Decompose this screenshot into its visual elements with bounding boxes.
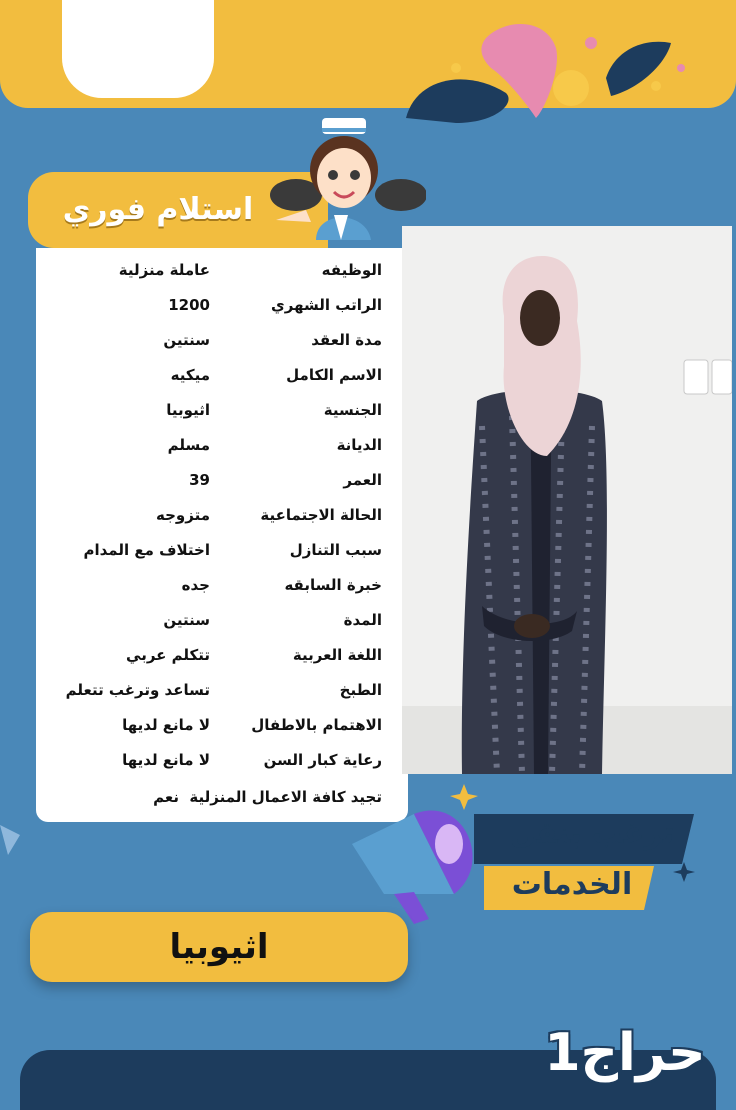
detail-label: خبرة السابقه [284, 576, 382, 594]
detail-label: العمر [343, 471, 382, 489]
detail-value: اختلاف مع المدام [83, 541, 210, 559]
detail-label: الاهتمام بالاطفال [251, 716, 382, 734]
detail-value: لا مانع لديها [122, 751, 210, 769]
detail-value: 39 [189, 471, 210, 489]
detail-row [40, 780, 384, 814]
header-white-tab [62, 0, 214, 98]
detail-row [40, 253, 384, 287]
detail-row [40, 358, 384, 392]
detail-label: الحالة الاجتماعية [260, 506, 382, 524]
detail-label: الجنسية [323, 401, 382, 419]
detail-label: المدة [343, 611, 382, 629]
detail-value: نعم [153, 788, 179, 806]
detail-row [40, 323, 384, 357]
mascot-illustration [256, 110, 426, 250]
worker-photo [402, 226, 732, 774]
detail-row [40, 673, 384, 707]
detail-value: اثيوبيا [166, 401, 210, 419]
detail-row [40, 288, 384, 322]
detail-row [40, 603, 384, 637]
detail-label: تجيد كافة الاعمال المنزلية [189, 788, 382, 806]
detail-row [40, 498, 384, 532]
detail-label: مدة العقد [311, 331, 382, 349]
detail-label: الطبخ [339, 681, 382, 699]
detail-row [40, 533, 384, 567]
detail-row [40, 708, 384, 742]
promo-line-2: الخدمات [511, 867, 633, 902]
nationality-label: اثيوبيا [169, 927, 269, 967]
detail-label: الوظيفه [321, 261, 382, 279]
detail-value: لا مانع لديها [122, 716, 210, 734]
detail-row [40, 393, 384, 427]
detail-value: ميكيه [170, 366, 210, 384]
detail-row [40, 568, 384, 602]
sparkle-decoration [0, 820, 30, 860]
detail-value: سنتين [163, 331, 210, 349]
detail-value: عاملة منزلية [118, 261, 210, 279]
detail-row [40, 743, 384, 777]
detail-value: تتكلم عربي [126, 646, 210, 664]
detail-value: سنتين [163, 611, 210, 629]
detail-value: مسلم [167, 436, 210, 454]
watermark: حراج1 [544, 1023, 706, 1083]
detail-value: 1200 [168, 296, 210, 314]
detail-row [40, 463, 384, 497]
detail-label: اللغة العربية [292, 646, 382, 664]
detail-label: رعاية كبار السن [263, 751, 382, 769]
promo-line-1: ترغب بنقل [509, 816, 675, 851]
detail-label: الاسم الكامل [286, 366, 382, 384]
header-title: استلام فوري [62, 192, 254, 227]
detail-label: سبب التنازل [289, 541, 382, 559]
detail-row [40, 638, 384, 672]
detail-label: الديانة [336, 436, 382, 454]
paint-splash-decoration [396, 8, 696, 128]
detail-row [40, 428, 384, 462]
detail-label: الراتب الشهري [271, 296, 382, 314]
detail-value: متزوجه [156, 506, 210, 524]
detail-value: تساعد وترغب تتعلم [65, 681, 210, 699]
detail-value: جده [181, 576, 210, 594]
